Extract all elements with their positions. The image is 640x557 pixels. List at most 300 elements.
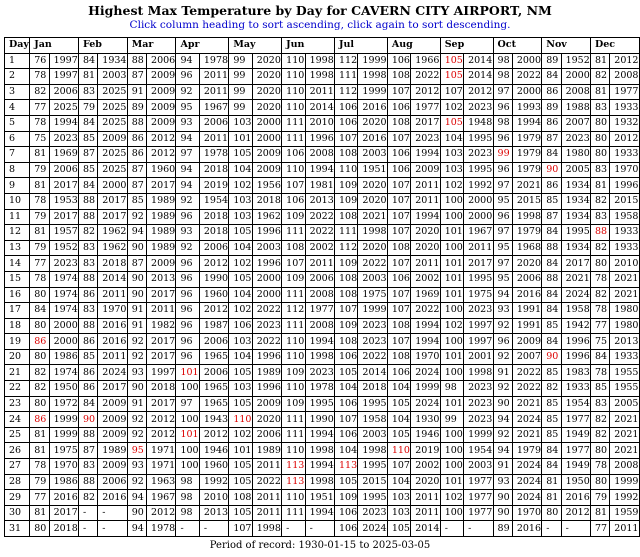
year-cell: 1980 [610, 318, 640, 334]
temperature-cell: 99 [229, 84, 252, 100]
year-cell: 2018 [199, 162, 228, 178]
temperature-cell: 92 [176, 193, 199, 209]
temperature-cell: 82 [591, 69, 610, 85]
temperature-cell: 96 [493, 209, 512, 225]
temperature-cell: 100 [176, 443, 199, 459]
year-cell: 2016 [512, 521, 541, 537]
year-cell: 2000 [512, 84, 541, 100]
temperature-cell: 79 [30, 474, 49, 490]
table-row [5, 318, 640, 334]
year-cell: 2022 [252, 474, 281, 490]
year-cell: 1977 [411, 100, 440, 116]
year-cell: 2012 [147, 505, 176, 521]
temperature-cell: - [282, 521, 305, 537]
temperature-cell: 86 [79, 287, 98, 303]
temperature-cell: 84 [79, 396, 98, 412]
temperature-cell: 92 [127, 412, 146, 428]
column-header-jul[interactable]: Jul [335, 38, 388, 54]
temperature-cell: 107 [387, 225, 410, 241]
temperature-cell: 87 [127, 256, 146, 272]
temperature-cell: 77 [591, 318, 610, 334]
year-cell: 1995 [358, 459, 387, 475]
year-cell: 1933 [610, 349, 640, 365]
year-cell: 1968 [512, 240, 541, 256]
temperature-cell: 92 [127, 209, 146, 225]
year-cell: 1965 [199, 349, 228, 365]
year-cell: 2000 [252, 271, 281, 287]
temperature-cell: 99 [229, 100, 252, 116]
temperature-cell: 107 [387, 193, 410, 209]
column-header-oct[interactable]: Oct [493, 38, 542, 54]
year-cell: 2000 [252, 115, 281, 131]
year-cell: 1998 [358, 225, 387, 241]
temperature-cell: 85 [542, 318, 561, 334]
temperature-cell: 101 [440, 271, 463, 287]
year-cell: 2016 [98, 318, 127, 334]
temperature-cell: 109 [335, 178, 358, 194]
temperature-cell: 85 [542, 365, 561, 381]
temperature-cell: 103 [229, 115, 252, 131]
year-cell: 2006 [98, 474, 127, 490]
year-cell: 1981 [305, 178, 334, 194]
column-header-apr[interactable]: Apr [176, 38, 229, 54]
day-cell: 10 [5, 193, 30, 209]
temperature-cell: 107 [387, 303, 410, 319]
year-cell: 1998 [305, 53, 334, 69]
temperature-cell: 102 [229, 303, 252, 319]
year-cell: 2021 [610, 287, 640, 303]
temperature-cell: 86 [542, 178, 561, 194]
temperature-cell: 101 [440, 396, 463, 412]
temperature-cell: 98 [176, 474, 199, 490]
temperature-cell: 85 [79, 349, 98, 365]
year-cell: 1979 [512, 225, 541, 241]
year-cell: 1980 [561, 147, 590, 163]
year-cell: 1978 [199, 147, 228, 163]
year-cell: 2017 [411, 115, 440, 131]
year-cell: 1996 [252, 381, 281, 397]
temperature-cell: 100 [440, 443, 463, 459]
temperature-cell: 80 [30, 318, 49, 334]
day-cell: 13 [5, 240, 30, 256]
temperature-cell: 83 [591, 162, 610, 178]
year-cell: 2006 [199, 334, 228, 350]
temperature-cell: 87 [79, 443, 98, 459]
temperature-cell: 92 [127, 474, 146, 490]
temperature-cell: 84 [542, 443, 561, 459]
year-cell: 1982 [147, 318, 176, 334]
table-row [5, 193, 640, 209]
day-cell: 29 [5, 490, 30, 506]
year-cell: 2008 [561, 84, 590, 100]
year-cell: 1994 [305, 334, 334, 350]
temperature-cell: 107 [335, 412, 358, 428]
year-cell: 2000 [252, 287, 281, 303]
year-cell: 2015 [358, 474, 387, 490]
year-cell: 1949 [561, 427, 590, 443]
temperature-cell: 96 [176, 256, 199, 272]
year-cell: 2025 [98, 115, 127, 131]
year-cell: 2000 [252, 131, 281, 147]
temperature-cell: 87 [127, 178, 146, 194]
temperature-cell: 78 [30, 69, 49, 85]
temperature-cell: 102 [229, 256, 252, 272]
temperature-cell: 84 [542, 225, 561, 241]
year-cell: 2009 [98, 427, 127, 443]
temperature-cell: 85 [591, 381, 610, 397]
year-cell: 1933 [610, 100, 640, 116]
temperature-cell: 92 [176, 240, 199, 256]
temperature-cell: 92 [493, 427, 512, 443]
day-cell: 8 [5, 162, 30, 178]
year-cell: 2023 [358, 318, 387, 334]
temperature-cell: 93 [176, 115, 199, 131]
year-cell: 2017 [98, 381, 127, 397]
day-cell: 5 [5, 115, 30, 131]
year-cell: 2008 [610, 69, 640, 85]
temperature-cell: 100 [440, 193, 463, 209]
temperature-cell: 111 [282, 115, 305, 131]
temperature-cell: 85 [127, 193, 146, 209]
temperature-cell: 111 [282, 505, 305, 521]
year-cell: 2013 [610, 334, 640, 350]
temperature-cell: 104 [387, 474, 410, 490]
year-cell: 2020 [411, 225, 440, 241]
temperature-cell: 86 [127, 131, 146, 147]
year-cell: 1978 [305, 381, 334, 397]
temperature-cell: 78 [591, 459, 610, 475]
year-cell: 1966 [411, 53, 440, 69]
year-cell: 1932 [610, 115, 640, 131]
year-cell: 2011 [98, 349, 127, 365]
temperature-cell: 96 [176, 303, 199, 319]
temperature-cell: 93 [127, 459, 146, 475]
year-cell: 1930 [411, 412, 440, 428]
column-header-sep[interactable]: Sep [440, 38, 493, 54]
year-cell: 2011 [252, 459, 281, 475]
temperature-cell: 88 [127, 53, 146, 69]
year-cell: 2010 [199, 490, 228, 506]
year-cell: 2023 [464, 396, 493, 412]
year-cell: 2012 [199, 303, 228, 319]
year-cell: 2009 [252, 396, 281, 412]
period-of-record: Period of record: 1930-01-15 to 2025-03-05 [209, 540, 431, 551]
year-cell: 2006 [49, 84, 78, 100]
year-cell: 2025 [98, 84, 127, 100]
temperature-cell: 107 [387, 131, 410, 147]
temperature-cell: 104 [229, 349, 252, 365]
temperature-cell: 98 [493, 69, 512, 85]
year-cell: 2018 [252, 193, 281, 209]
year-cell: 2009 [512, 334, 541, 350]
temperature-cell: 96 [493, 162, 512, 178]
year-cell: 1994 [305, 459, 334, 475]
temperature-cell: 110 [282, 69, 305, 85]
year-cell: 1989 [98, 443, 127, 459]
year-cell: 2016 [561, 490, 590, 506]
column-header-mar[interactable]: Mar [127, 38, 176, 54]
column-header-dec[interactable]: Dec [591, 38, 640, 54]
year-cell: 2021 [358, 209, 387, 225]
temperature-cell: 77 [30, 256, 49, 272]
temperature-cell: 88 [79, 271, 98, 287]
temperature-cell: 78 [30, 115, 49, 131]
year-cell: 2000 [561, 69, 590, 85]
temperature-cell: 105 [440, 53, 463, 69]
temperature-cell: 105 [335, 365, 358, 381]
year-cell: 2023 [464, 303, 493, 319]
temperature-cell: 94 [176, 53, 199, 69]
year-cell: 2006 [252, 427, 281, 443]
year-cell: 1992 [199, 474, 228, 490]
temperature-cell: 75 [30, 131, 49, 147]
temperature-cell: 80 [591, 256, 610, 272]
temperature-cell: 78 [591, 271, 610, 287]
year-cell: 2000 [464, 209, 493, 225]
year-cell: 2021 [610, 271, 640, 287]
day-cell: 15 [5, 271, 30, 287]
temperature-cell: 92 [493, 381, 512, 397]
year-cell: 1959 [610, 505, 640, 521]
year-cell: 2022 [411, 69, 440, 85]
temperature-cell: - [440, 521, 463, 537]
table-row [5, 521, 640, 537]
year-cell: 2017 [147, 334, 176, 350]
year-cell: 1994 [305, 505, 334, 521]
year-cell: - [305, 521, 334, 537]
year-cell: 2020 [358, 193, 387, 209]
year-cell: 2011 [98, 287, 127, 303]
day-cell: 25 [5, 427, 30, 443]
year-cell: 2017 [147, 178, 176, 194]
year-cell: 1980 [610, 303, 640, 319]
year-cell: - [561, 521, 590, 537]
year-cell: 2023 [411, 131, 440, 147]
year-cell: 1996 [610, 178, 640, 194]
temperature-cell: 100 [440, 303, 463, 319]
year-cell: 2005 [610, 396, 640, 412]
temperature-cell: 106 [282, 147, 305, 163]
year-cell: 2020 [358, 178, 387, 194]
year-cell: 1995 [305, 396, 334, 412]
year-cell: 1977 [464, 505, 493, 521]
temperature-cell: 113 [335, 459, 358, 475]
temperature-cell: 96 [176, 271, 199, 287]
temperature-cell: 78 [30, 271, 49, 287]
year-cell: 1946 [199, 443, 228, 459]
year-cell: - [199, 521, 228, 537]
year-cell: 1996 [252, 349, 281, 365]
table-row [5, 365, 640, 381]
year-cell: 2009 [98, 412, 127, 428]
temperature-cell: 84 [542, 69, 561, 85]
temperature-cell: 101 [440, 287, 463, 303]
table-row [5, 427, 640, 443]
temperature-cell: 84 [542, 147, 561, 163]
year-cell: 1948 [464, 115, 493, 131]
year-cell: 1999 [358, 303, 387, 319]
column-header-day[interactable]: Day [5, 38, 30, 54]
temperature-cell: 101 [440, 256, 463, 272]
year-cell: 2018 [199, 225, 228, 241]
year-cell: 2009 [252, 147, 281, 163]
table-row [5, 162, 640, 178]
year-cell: 1998 [305, 69, 334, 85]
day-cell: 14 [5, 256, 30, 272]
year-cell: 1933 [610, 225, 640, 241]
day-cell: 4 [5, 100, 30, 116]
year-cell: 2010 [610, 256, 640, 272]
temperature-cell: 112 [335, 84, 358, 100]
year-cell: 2012 [199, 427, 228, 443]
year-cell: - [98, 505, 127, 521]
year-cell: 2023 [464, 147, 493, 163]
year-cell: 2022 [358, 256, 387, 272]
temperature-cell: 92 [493, 349, 512, 365]
temperature-cell: 105 [229, 271, 252, 287]
temperature-cell: 110 [282, 84, 305, 100]
temperature-cell: 103 [387, 490, 410, 506]
year-cell: 2019 [199, 178, 228, 194]
temperature-cell: 90 [127, 381, 146, 397]
temperature-cell: 83 [79, 256, 98, 272]
year-cell: 1998 [358, 443, 387, 459]
temperature-cell: 79 [30, 162, 49, 178]
day-cell: 19 [5, 334, 30, 350]
year-cell: 1997 [49, 69, 78, 85]
year-cell: 1978 [199, 53, 228, 69]
temperature-cell: 106 [335, 521, 358, 537]
temperature-cell: 92 [127, 349, 146, 365]
temperature-cell: 83 [79, 459, 98, 475]
day-cell: 20 [5, 349, 30, 365]
year-cell: 2012 [199, 256, 228, 272]
page-title: Highest Max Temperature by Day for CAVERN CITY AIRPORT, NM [88, 3, 552, 18]
temperature-cell: 110 [387, 443, 410, 459]
year-cell: 1974 [49, 287, 78, 303]
year-cell: 1946 [411, 427, 440, 443]
temperature-cell: 100 [440, 459, 463, 475]
year-cell: 2011 [199, 69, 228, 85]
year-cell: 1934 [561, 240, 590, 256]
year-cell: 2024 [561, 287, 590, 303]
temperature-cell: 102 [440, 318, 463, 334]
temperature-cell: 113 [282, 459, 305, 475]
table-row [5, 225, 640, 241]
column-header-feb[interactable]: Feb [79, 38, 128, 54]
year-cell: 2012 [147, 131, 176, 147]
year-cell: 1995 [464, 162, 493, 178]
temperature-cell: 89 [493, 521, 512, 537]
year-cell: 2020 [252, 412, 281, 428]
column-header-jun[interactable]: Jun [282, 38, 335, 54]
temperature-cell: 106 [335, 427, 358, 443]
temperature-cell: 82 [591, 427, 610, 443]
year-cell: 1958 [561, 303, 590, 319]
year-cell: 2014 [411, 521, 440, 537]
year-cell: 1950 [49, 381, 78, 397]
year-cell: 1999 [464, 427, 493, 443]
temperature-cell: 107 [387, 287, 410, 303]
year-cell: 2014 [98, 271, 127, 287]
year-cell: 2006 [305, 271, 334, 287]
temperature-cell: 83 [591, 209, 610, 225]
temperature-cell: 111 [282, 225, 305, 241]
temperature-cell: 99 [229, 53, 252, 69]
year-cell: 2016 [358, 131, 387, 147]
year-cell: 2016 [98, 490, 127, 506]
temperature-cell: 101 [440, 474, 463, 490]
year-cell: 2009 [98, 131, 127, 147]
column-header-nov[interactable]: Nov [542, 38, 591, 54]
temperature-cell: 107 [387, 209, 410, 225]
column-header-aug[interactable]: Aug [387, 38, 440, 54]
temperature-cell: 90 [127, 287, 146, 303]
temperature-cell: 99 [229, 69, 252, 85]
year-cell: 1998 [252, 521, 281, 537]
temperature-cell: 105 [229, 147, 252, 163]
temperature-cell: 98 [440, 381, 463, 397]
day-cell: 27 [5, 459, 30, 475]
year-cell: 2003 [252, 240, 281, 256]
year-cell: 1960 [199, 459, 228, 475]
temperature-cell: 84 [591, 349, 610, 365]
year-cell: 2003 [358, 427, 387, 443]
temperature-cell: 112 [335, 240, 358, 256]
table-row [5, 178, 640, 194]
year-cell: 1977 [464, 490, 493, 506]
temperature-cell: 107 [387, 256, 410, 272]
temperature-cell: 83 [79, 84, 98, 100]
temperature-cell: 110 [335, 162, 358, 178]
year-cell: 2003 [358, 271, 387, 287]
year-cell: 1989 [147, 209, 176, 225]
temperature-cell: 108 [335, 334, 358, 350]
temperature-cell: 96 [493, 334, 512, 350]
temperature-cell: 94 [176, 178, 199, 194]
temperature-cell: 91 [493, 365, 512, 381]
temperature-cell: 100 [440, 505, 463, 521]
year-cell: 1994 [411, 209, 440, 225]
temperature-cell: 81 [542, 490, 561, 506]
temperature-cell: 77 [30, 100, 49, 116]
temperature-cell: 84 [542, 287, 561, 303]
temperature-cell: 80 [30, 521, 49, 537]
temperature-cell: 90 [127, 271, 146, 287]
year-cell: 2011 [411, 505, 440, 521]
temperature-cell: 111 [282, 318, 305, 334]
year-cell: 2017 [49, 505, 78, 521]
year-cell: 2009 [147, 115, 176, 131]
year-cell: 2005 [561, 162, 590, 178]
column-header-may[interactable]: May [229, 38, 282, 54]
column-header-jan[interactable]: Jan [30, 38, 79, 54]
temperature-cell: 96 [493, 131, 512, 147]
temperature-cell: 98 [176, 490, 199, 506]
temperature-cell: 110 [282, 162, 305, 178]
temperature-cell: 81 [30, 427, 49, 443]
year-cell: 1977 [561, 412, 590, 428]
year-cell: 1995 [464, 131, 493, 147]
year-cell: 2000 [464, 193, 493, 209]
temperature-cell: 109 [282, 365, 305, 381]
year-cell: 1991 [512, 303, 541, 319]
year-cell: 1996 [252, 256, 281, 272]
year-cell: 1970 [49, 459, 78, 475]
year-cell: 1965 [199, 381, 228, 397]
temperature-cell: 95 [493, 193, 512, 209]
temperature-cell: 90 [542, 162, 561, 178]
